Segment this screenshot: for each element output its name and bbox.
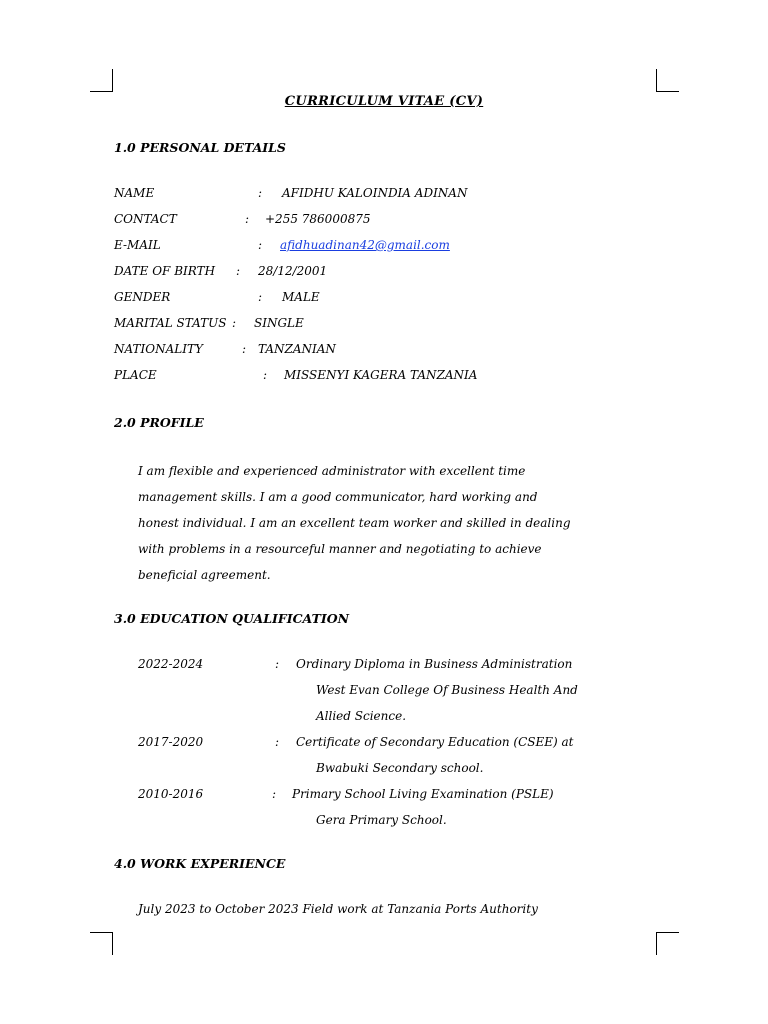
section-heading-personal: 1.0 PERSONAL DETAILS	[114, 140, 286, 155]
education-years: 2010-2016	[138, 787, 204, 801]
education-line: Primary School Living Examination (PSLE)	[292, 787, 554, 801]
document-title: CURRICULUM VITAE (CV)	[284, 94, 484, 109]
education-line: West Evan College Of Business Health And	[316, 683, 578, 697]
education-line: Bwabuki Secondary school.	[316, 761, 484, 775]
colon: :	[275, 735, 280, 749]
value-place: MISSENYI KAGERA TANZANIA	[284, 368, 478, 382]
education-line: Gera Primary School.	[316, 813, 447, 827]
section-heading-work: 4.0 WORK EXPERIENCE	[114, 856, 286, 871]
colon: :	[232, 316, 237, 330]
crop-mark-bottom-left	[90, 932, 113, 955]
label-nationality: NATIONALITY	[114, 342, 203, 356]
section-heading-education: 3.0 EDUCATION QUALIFICATION	[114, 611, 350, 626]
profile-line: beneficial agreement.	[138, 568, 271, 582]
colon: :	[275, 657, 280, 671]
value-gender: MALE	[282, 290, 320, 304]
email-link[interactable]: afidhuadinan42@gmail.com	[280, 238, 450, 252]
colon: :	[245, 212, 250, 226]
label-dob: DATE OF BIRTH	[114, 264, 216, 278]
value-nationality: TANZANIAN	[258, 342, 336, 356]
profile-paragraph	[138, 458, 571, 588]
colon: :	[258, 238, 263, 252]
label-place: PLACE	[114, 368, 157, 382]
label-gender: GENDER	[114, 290, 171, 304]
value-dob: 28/12/2001	[258, 264, 328, 278]
colon: :	[236, 264, 241, 278]
label-email: E-MAIL	[114, 238, 161, 252]
colon: :	[242, 342, 247, 356]
label-contact: CONTACT	[114, 212, 177, 226]
education-years: 2022-2024	[138, 657, 204, 671]
section-heading-profile: 2.0 PROFILE	[114, 415, 204, 430]
colon: :	[272, 787, 277, 801]
profile-line: with problems in a resourceful manner and negotiating to achieve	[138, 542, 542, 556]
profile-line: management skills. I am a good communicator, hard working and	[138, 490, 538, 504]
profile-line: I am flexible and experienced administrator with excellent time	[138, 464, 526, 478]
colon: :	[258, 186, 263, 200]
value-name: AFIDHU KALOINDIA ADINAN	[282, 186, 468, 200]
work-experience-line: July 2023 to October 2023 Field work at Tanzania Ports Authority	[138, 902, 538, 916]
label-name: NAME	[114, 186, 155, 200]
colon: :	[258, 290, 263, 304]
value-marital-status: SINGLE	[254, 316, 304, 330]
value-contact: +255 786000875	[265, 212, 371, 226]
education-line: Ordinary Diploma in Business Administration	[296, 657, 573, 671]
profile-line: honest individual. I am an excellent team worker and skilled in dealing	[138, 516, 571, 530]
crop-mark-top-left	[90, 69, 113, 92]
education-line: Certificate of Secondary Education (CSEE) at	[296, 735, 574, 749]
colon: :	[263, 368, 268, 382]
label-marital-status: MARITAL STATUS	[114, 316, 227, 330]
education-line: Allied Science.	[316, 709, 407, 723]
crop-mark-top-right	[656, 69, 679, 92]
crop-mark-bottom-right	[656, 932, 679, 955]
education-years: 2017-2020	[138, 735, 204, 749]
